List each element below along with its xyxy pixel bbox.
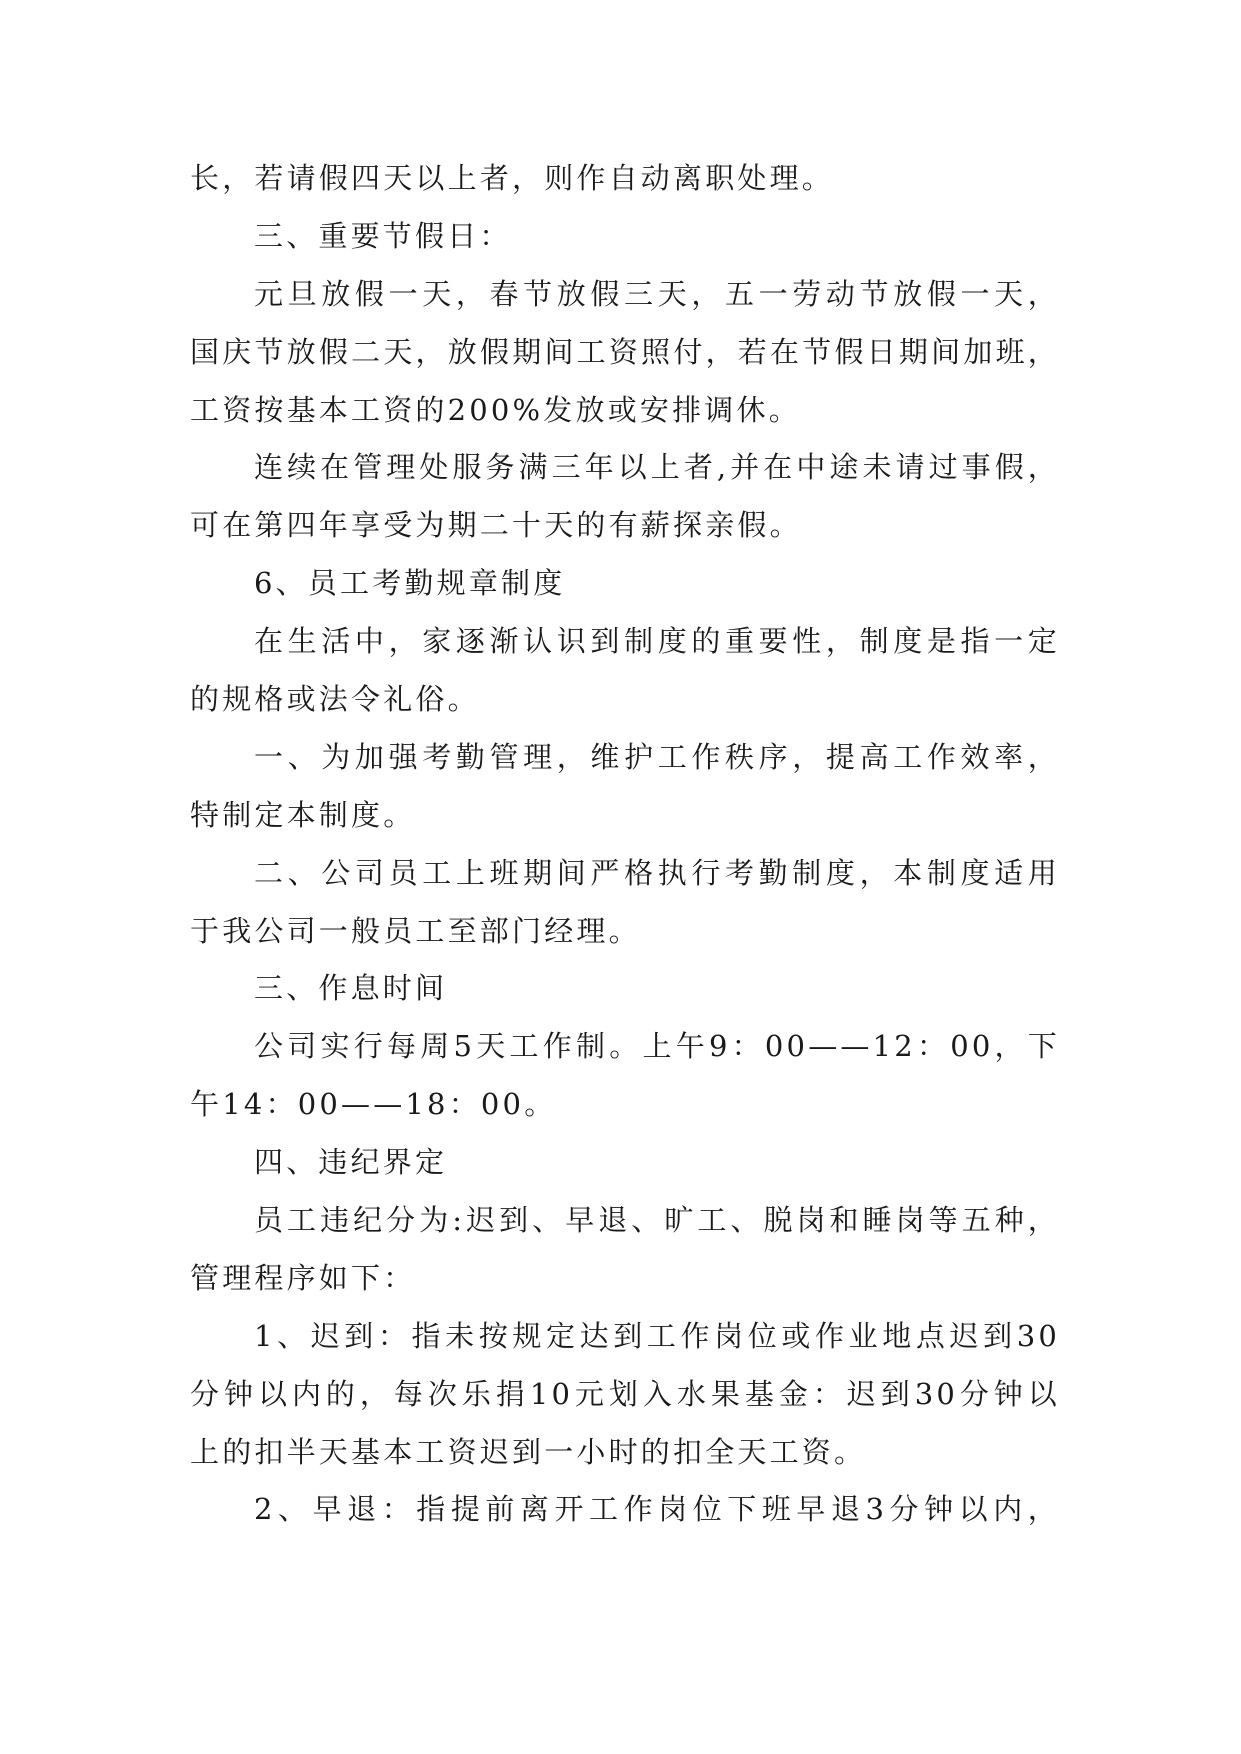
text-line: 连续在管理处服务满三年以上者,并在中途未请过事假，	[254, 450, 1060, 485]
text-line: 的规格或法令礼俗。	[190, 682, 480, 717]
text-line: 1、迟到：指未按规定达到工作岗位或作业地点迟到30	[254, 1318, 1060, 1353]
text-line: 分钟以内的，每次乐捐10元划入水果基金：迟到30分钟以	[190, 1376, 1060, 1411]
text-line: 员工违纪分为:迟到、早退、旷工、脱岗和睡岗等五种，	[254, 1203, 1060, 1238]
text-line: 一、为加强考勤管理，维护工作秩序，提高工作效率，	[254, 739, 1060, 774]
text-line: 特制定本制度。	[190, 797, 416, 832]
document-body	[190, 150, 1060, 1539]
text-line: 二、公司员工上班期间严格执行考勤制度，本制度适用	[254, 855, 1060, 890]
text-line: 午14：00——18：00。	[190, 1087, 557, 1122]
text-line: 上的扣半天基本工资迟到一小时的扣全天工资。	[190, 1434, 867, 1469]
text-line: 可在第四年享受为期二十天的有薪探亲假。	[190, 508, 802, 543]
text-line: 管理程序如下：	[190, 1260, 416, 1295]
text-line: 元旦放假一天，春节放假三天，五一劳动节放假一天，	[254, 276, 1060, 311]
text-line: 长，若请假四天以上者，则作自动离职处理。	[190, 161, 835, 195]
text-line: 在生活中，家逐渐认识到制度的重要性，制度是指一定	[254, 624, 1060, 659]
text-line: 工资按基本工资的200%发放或安排调休。	[190, 392, 801, 427]
section-heading: 6、员工考勤规章制度	[254, 566, 566, 601]
section-heading: 三、重要节假日：	[254, 218, 512, 253]
section-heading: 四、违纪界定	[254, 1145, 448, 1180]
text-line: 国庆节放假二天，放假期间工资照付，若在节假日期间加班，	[190, 334, 1060, 369]
text-line: 2、早退：指提前离开工作岗位下班早退3分钟以内，	[254, 1492, 1060, 1527]
text-line: 于我公司一般员工至部门经理。	[190, 913, 641, 948]
text-line: 公司实行每周5天工作制。上午9：00——12：00，下	[254, 1029, 1060, 1064]
section-heading: 三、作息时间	[254, 971, 448, 1006]
